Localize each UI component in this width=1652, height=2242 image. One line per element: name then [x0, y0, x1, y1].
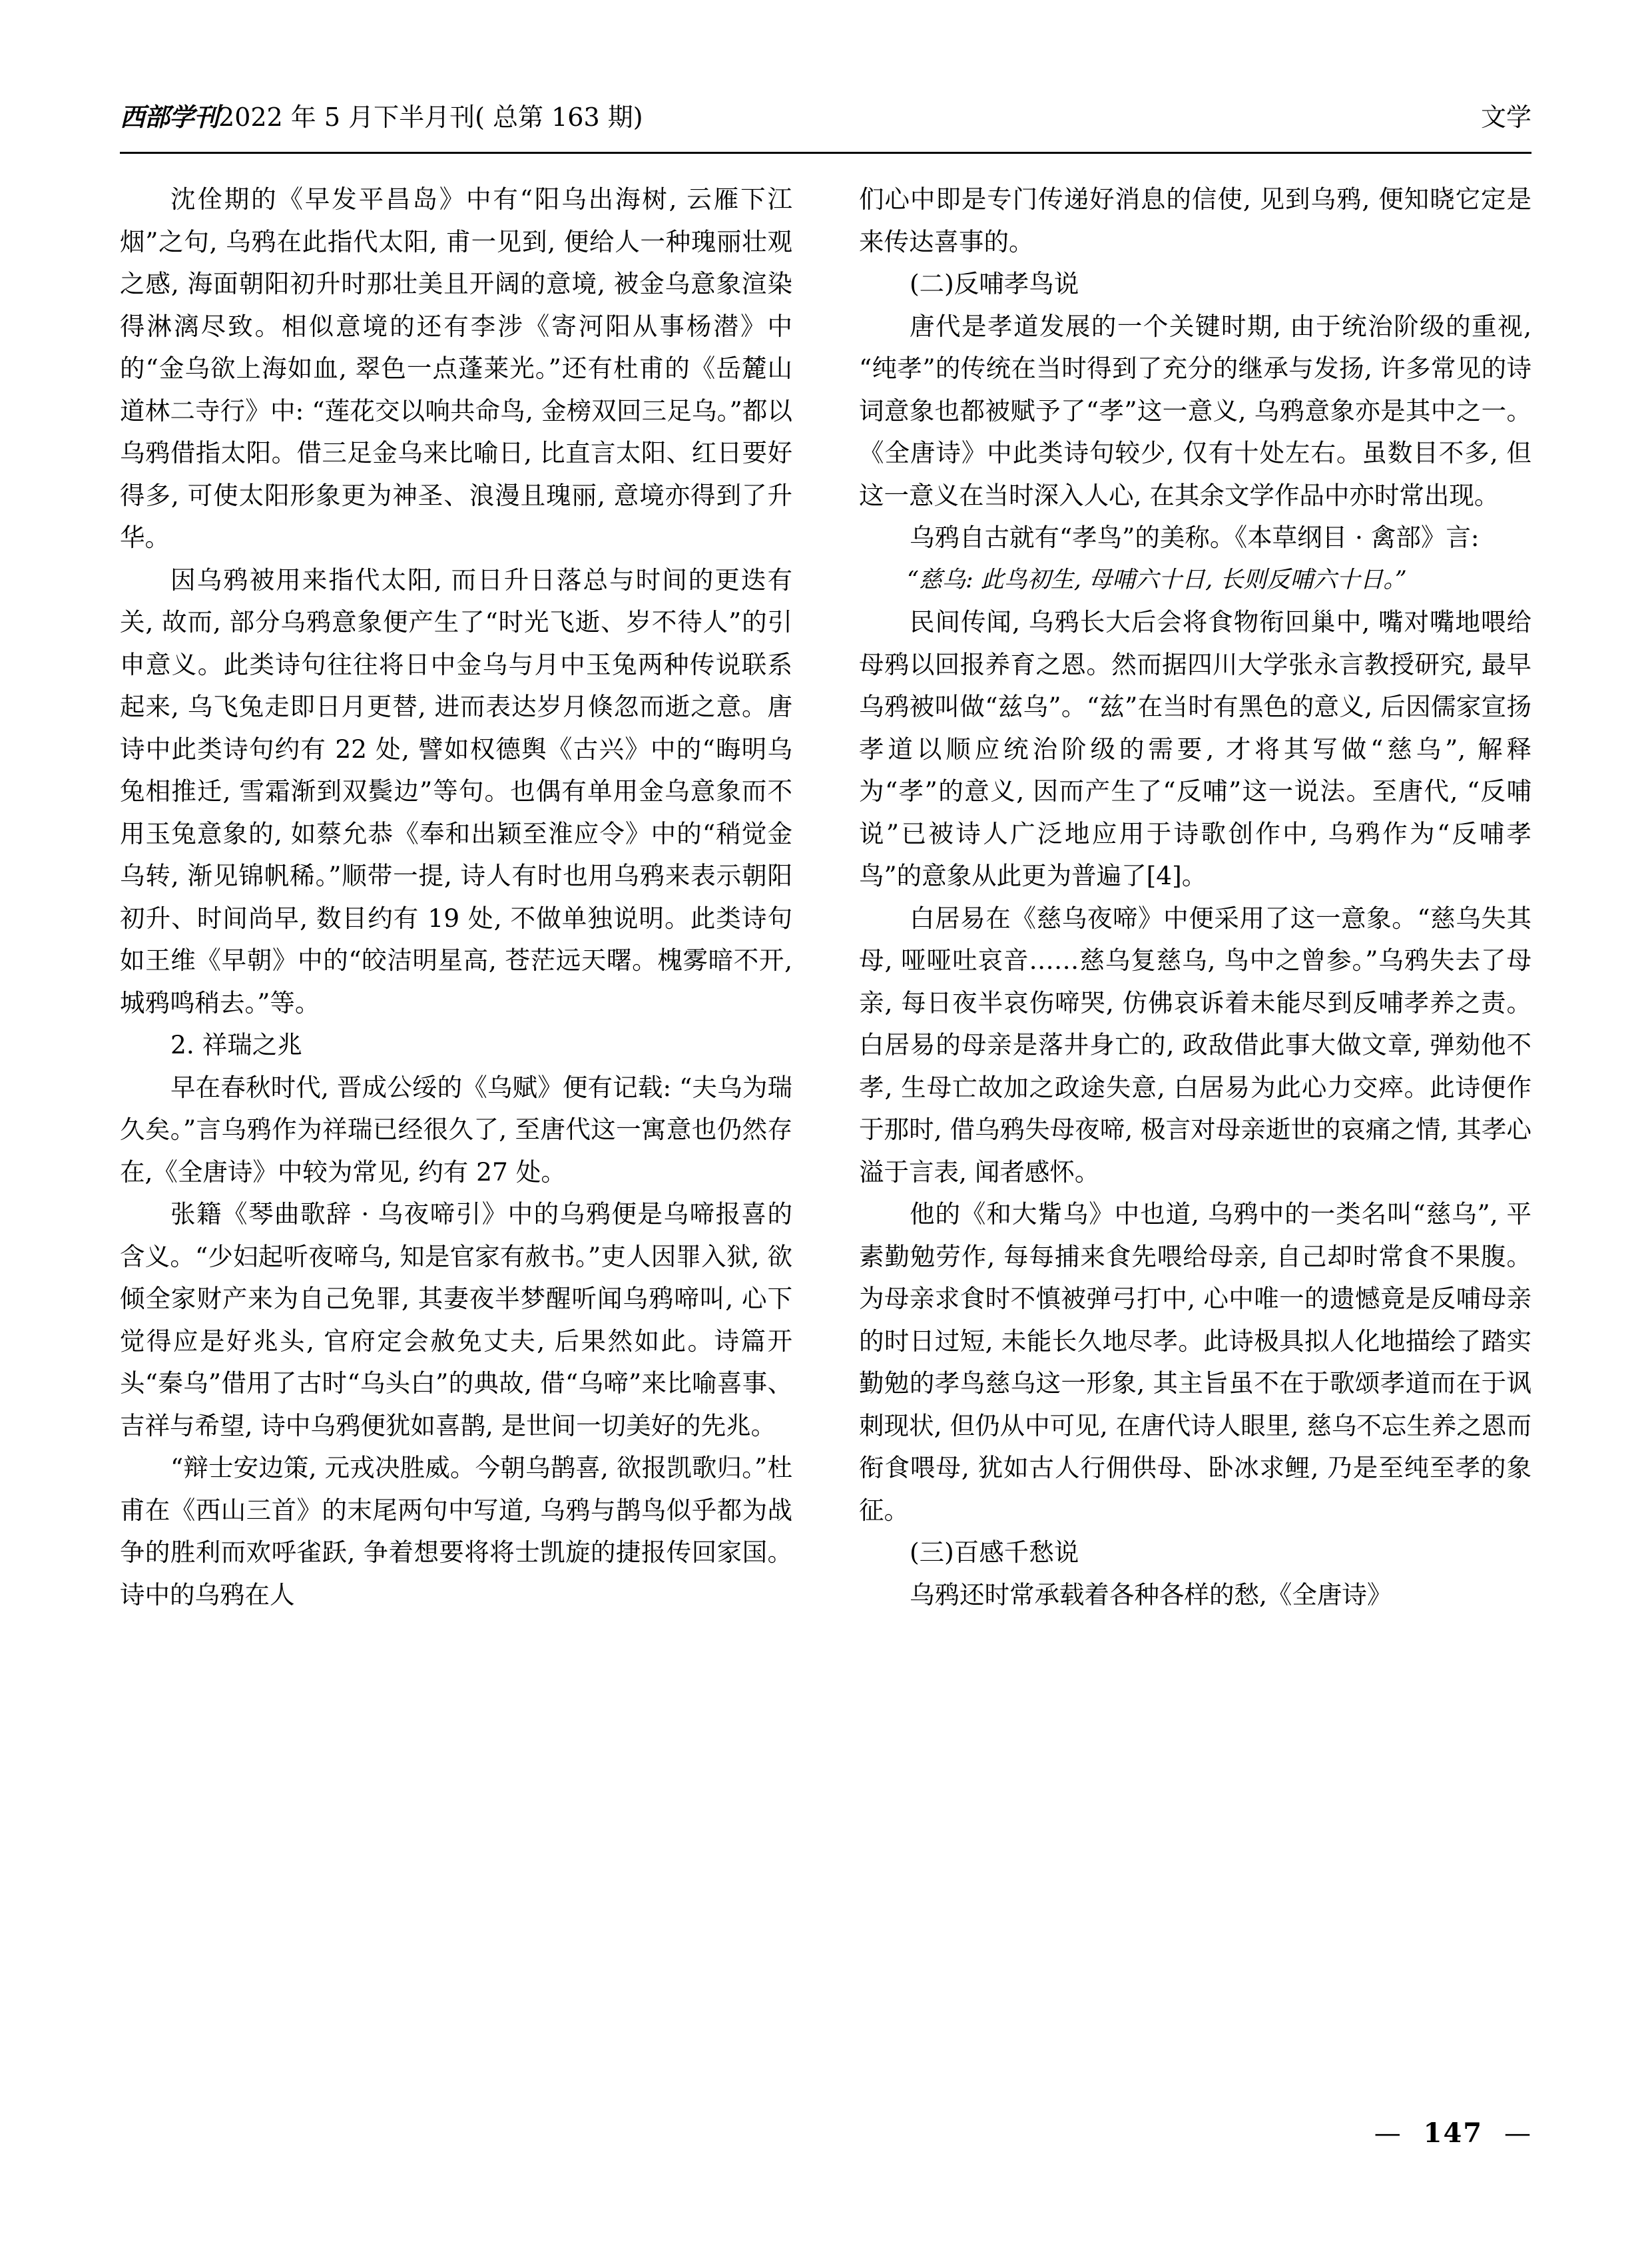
block-quote: “慈乌: 此鸟初生, 母哺六十日, 长则反哺六十日。”: [907, 566, 1407, 593]
footer-dash-left: —: [1374, 2118, 1402, 2149]
subheading: (三)百感千愁说: [910, 1538, 1079, 1567]
header-divider: [120, 152, 1531, 154]
subheading: (二)反哺孝鸟说: [910, 269, 1079, 298]
footer-dash-right: —: [1504, 2118, 1532, 2149]
paragraph: 白居易在《慈乌夜啼》中便采用了这一意象。“慈乌失其母, 哑哑吐哀音……慈乌复慈乌, 鸟中之曾参。”乌鸦失去了母亲, 每日夜半哀伤啼哭, 仿佛哀诉着未能尽到反哺孝养之责。白居易的母亲是落井身亡的, 政敌借此事大做文章, 弹劾他不孝, 生母亡故加之政途失意, 白居易为此心力交瘁。此诗便作于那时, 借乌鸦失母夜啼, 极言对母亲逝世的哀痛之情, 其孝心溢于言表, 闻者感怀。: [859, 903, 1531, 1187]
paragraph: 早在春秋时代, 晋成公绥的《乌赋》便有记载: “夫乌为瑞久矣。”言乌鸦作为祥瑞已经很久了, 至唐代这一寓意也仍然存在,《全唐诗》中较为常见, 约有 27 处。: [120, 1072, 792, 1187]
paragraph: 沈佺期的《早发平昌岛》中有“阳乌出海树, 云雁下江烟”之句, 乌鸦在此指代太阳, 甫一见到, 便给人一种瑰丽壮观之感, 海面朝阳初升时那壮美且开阔的意境, 被金乌意象渲染得淋漓尽致。相似意境的还有李涉《寄河阳从事杨潜》中的“金乌欲上海如血, 翠色一点蓬莱光。”还有杜甫的《岳麓山道林二寺行》中: “莲花交以响共命鸟, 金榜双回三足乌。”都以乌鸦借指太阳。借三足金乌来比喻日, 比直言太阳、红日要好得多, 可使太阳形象更为神圣、浪漫且瑰丽, 意境亦得到了升华。: [120, 184, 792, 552]
journal-title: 西部学刊: [120, 102, 219, 132]
page-footer: [1374, 2117, 1532, 2149]
header-section: 文学: [1480, 103, 1531, 132]
left-column: [120, 178, 792, 1616]
paragraph: 张籍《琴曲歌辞 · 乌夜啼引》中的乌鸦便是乌啼报喜的含义。“少妇起听夜啼乌, 知是官家有赦书。”吏人因罪入狱, 欲倾全家财产来为自己免罪, 其妻夜半梦醒听闻乌鸦啼叫, 心下觉得应是好兆头, 官府定会赦免丈夫, 后果然如此。诗篇开头“秦乌”借用了古时“乌头白”的典故, 借“乌啼”来比喻喜事、吉祥与希望, 诗中乌鸦便犹如喜鹊, 是世间一切美好的先兆。: [120, 1199, 792, 1440]
page-header: [120, 100, 1531, 146]
paragraph: 乌鸦自古就有“孝鸟”的美称。《本草纲目 · 禽部》言:: [910, 523, 1480, 552]
paragraph: 民间传闻, 乌鸦长大后会将食物衔回巢中, 嘴对嘴地喂给母鸦以回报养育之恩。然而据四川大学张永言教授研究, 最早乌鸦被叫做“兹乌”。“兹”在当时有黑色的意义, 后因儒家宣扬孝道以顺应统治阶级的需要, 才将其写做“慈乌”, 解释为“孝”的意义, 因而产生了“反哺”这一说法。至唐代, “反哺说”已被诗人广泛地应用于诗歌创作中, 乌鸦作为“反哺孝鸟”的意象从此更为普遍了[4]。: [859, 607, 1531, 890]
header-journal-info: [120, 100, 643, 135]
paragraph: 乌鸦还时常承载着各种各样的愁,《全唐诗》: [910, 1579, 1392, 1609]
right-column: [859, 178, 1531, 1616]
paragraph: 因乌鸦被用来指代太阳, 而日升日落总与时间的更迭有关, 故而, 部分乌鸦意象便产生了“时光飞逝、岁不待人”的引申意义。此类诗句往往将日中金乌与月中玉兔两种传说联系起来, 乌飞兔走即日月更替, 进而表达岁月倏忽而逝之意。唐诗中此类诗句约有 22 处, 譬如权德舆《古兴》中的“晦明乌兔相推迁, 雪霜渐到双鬓边”等句。也偶有单用金乌意象而不用玉兔意象的, 如蔡允恭《奉和出颖至淮应令》中的“稍觉金乌转, 渐见锦帆稀。”顺带一提, 诗人有时也用乌鸦来表示朝阳初升、时间尚早, 数目约有 19 处, 不做单独说明。此类诗句如王维《早朝》中的“皎洁明星高, 苍茫远天曙。槐雾暗不开, 城鸦鸣稍去。”等。: [120, 565, 792, 1017]
paragraph: 唐代是孝道发展的一个关键时期, 由于统治阶级的重视, “纯孝”的传统在当时得到了充分的继承与发扬, 许多常见的诗词意象也都被赋予了“孝”这一意义, 乌鸦意象亦是其中之一。《全唐诗》中此类诗句较少, 仅有十处左右。虽数目不多, 但这一意义在当时深入人心, 在其余文学作品中亦时常出现。: [859, 311, 1531, 510]
subheading: 2. 祥瑞之兆: [170, 1030, 302, 1059]
body-columns: [120, 178, 1531, 2109]
issue-info: 2022 年 5 月下半月刊( 总第 163 期): [218, 103, 643, 132]
paragraph: 们心中即是专门传递好消息的信使, 见到乌鸦, 便知晓它定是来传达喜事的。: [859, 184, 1531, 256]
paragraph: “辩士安边策, 元戎决胜威。今朝乌鹊喜, 欲报凯歌归。”杜甫在《西山三首》的末尾两句中写道, 乌鸦与鹊鸟似乎都为战争的胜利而欢呼雀跃, 争着想要将将士凯旋的捷报传回家国。诗中的乌鸦在人: [120, 1453, 792, 1609]
page-number: 147: [1423, 2117, 1484, 2149]
paragraph: 他的《和大觜乌》中也道, 乌鸦中的一类名叫“慈乌”, 平素勤勉劳作, 每每捕来食先喂给母亲, 自己却时常食不果腹。为母亲求食时不慎被弹弓打中, 心中唯一的遗憾竟是反哺母亲的时日过短, 未能长久地尽孝。此诗极具拟人化地描绘了踏实勤勉的孝鸟慈乌这一形象, 其主旨虽不在于歌颂孝道而在于讽刺现状, 但仍从中可见, 在唐代诗人眼里, 慈乌不忘生养之恩而衔食喂母, 犹如古人行佣供母、卧冰求鲤, 乃是至纯至孝的象征。: [859, 1199, 1531, 1525]
